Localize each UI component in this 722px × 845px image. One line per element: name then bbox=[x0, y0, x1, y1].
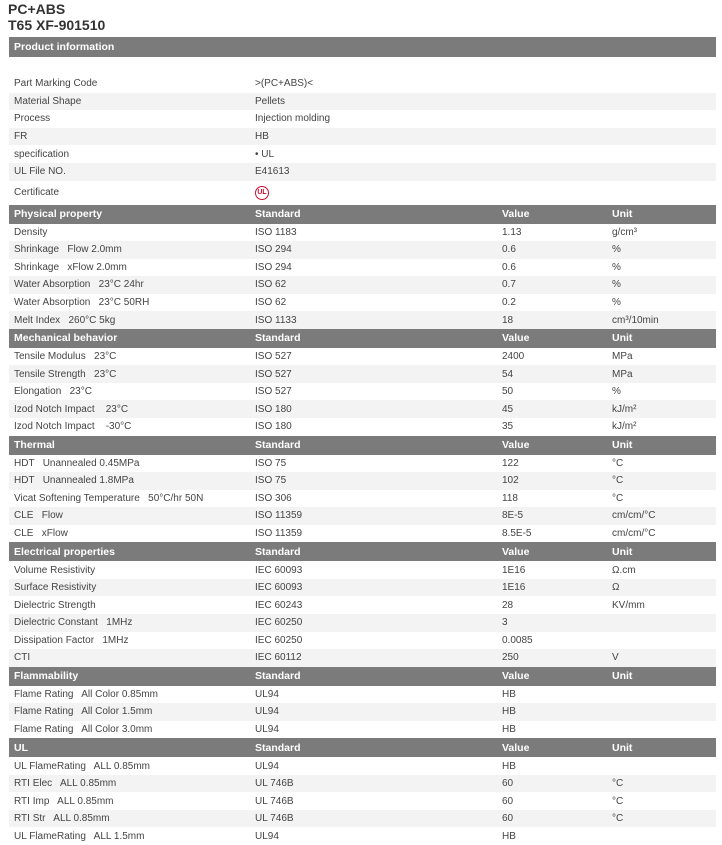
info-label: Material Shape bbox=[14, 95, 82, 107]
standard-cell: IEC 60093 bbox=[255, 564, 303, 576]
property-name: Izod Notch Impact -30°C bbox=[14, 421, 132, 433]
property-name: Izod Notch Impact 23°C bbox=[14, 403, 129, 415]
property-name: Dielectric Strength bbox=[14, 599, 96, 611]
unit-cell: MPa bbox=[612, 368, 633, 380]
info-value: E41613 bbox=[255, 166, 290, 178]
value-cell: 45 bbox=[502, 403, 514, 415]
standard-cell: ISO 11359 bbox=[255, 528, 303, 540]
table-row bbox=[9, 775, 716, 793]
value-cell: HB bbox=[502, 830, 516, 842]
standard-cell: IEC 60250 bbox=[255, 617, 303, 629]
unit-cell: % bbox=[612, 386, 621, 398]
col-value-header: Value bbox=[502, 545, 530, 558]
info-row bbox=[9, 110, 716, 128]
section-heading: Flammability bbox=[14, 670, 79, 683]
standard-cell: IEC 60243 bbox=[255, 599, 303, 611]
col-value-header: Value bbox=[502, 332, 530, 345]
standard-cell: ISO 527 bbox=[255, 386, 292, 398]
standard-cell: ISO 527 bbox=[255, 351, 292, 363]
col-standard-header: Standard bbox=[255, 545, 301, 558]
unit-cell: % bbox=[612, 297, 621, 309]
unit-cell: cm³/10min bbox=[612, 314, 659, 326]
table-row bbox=[9, 348, 716, 366]
certificate-label: Certificate bbox=[14, 187, 60, 199]
section-heading: Thermal bbox=[14, 439, 55, 452]
value-cell: 60 bbox=[502, 778, 514, 790]
info-row bbox=[9, 93, 716, 111]
property-name: Surface Resistivity bbox=[14, 582, 97, 594]
table-row bbox=[9, 686, 716, 704]
value-cell: HB bbox=[502, 688, 516, 700]
unit-cell: °C bbox=[612, 813, 624, 825]
table-row bbox=[9, 455, 716, 473]
value-cell: 0.2 bbox=[502, 297, 516, 309]
table-row bbox=[9, 472, 716, 490]
table-row bbox=[9, 241, 716, 259]
value-cell: 0.0085 bbox=[502, 634, 533, 646]
property-name: Dielectric Constant 1MHz bbox=[14, 617, 133, 629]
section-header bbox=[9, 329, 716, 348]
table-row bbox=[9, 418, 716, 436]
value-cell: HB bbox=[502, 723, 516, 735]
unit-cell: kJ/m² bbox=[612, 403, 637, 415]
value-cell: 2400 bbox=[502, 351, 525, 363]
property-name: Flame Rating All Color 3.0mm bbox=[14, 723, 153, 735]
unit-cell: °C bbox=[612, 457, 624, 469]
standard-cell: ISO 306 bbox=[255, 492, 292, 504]
section-heading: Physical property bbox=[14, 208, 103, 221]
unit-cell: KV/mm bbox=[612, 599, 645, 611]
product-info-table bbox=[9, 75, 716, 205]
standard-cell: UL 746B bbox=[255, 795, 294, 807]
standard-cell: UL94 bbox=[255, 830, 279, 842]
property-name: Volume Resistivity bbox=[14, 564, 96, 576]
table-row bbox=[9, 561, 716, 579]
standard-cell: ISO 62 bbox=[255, 279, 287, 291]
info-label: specification bbox=[14, 148, 70, 160]
certificate-row bbox=[9, 181, 716, 205]
value-cell: 3 bbox=[502, 617, 508, 629]
section-heading: UL bbox=[14, 741, 28, 754]
property-name: UL FlameRating ALL 0.85mm bbox=[14, 760, 150, 772]
value-cell: 50 bbox=[502, 386, 514, 398]
info-value: Pellets bbox=[255, 95, 286, 107]
certificate-value bbox=[250, 186, 269, 200]
value-cell: 250 bbox=[502, 652, 519, 664]
col-unit-header: Unit bbox=[612, 208, 633, 221]
col-value-header: Value bbox=[502, 670, 530, 683]
unit-cell: V bbox=[612, 652, 619, 664]
unit-cell: % bbox=[612, 244, 621, 256]
value-cell: 1E16 bbox=[502, 564, 526, 576]
col-unit-header: Unit bbox=[612, 545, 633, 558]
unit-cell: Ω bbox=[612, 582, 620, 594]
col-unit-header: Unit bbox=[612, 741, 633, 754]
table-row bbox=[9, 649, 716, 667]
table-row bbox=[9, 632, 716, 650]
property-name: Water Absorption 23°C 24hr bbox=[14, 279, 144, 291]
property-name: Dissipation Factor 1MHz bbox=[14, 634, 129, 646]
property-name: HDT Unannealed 1.8MPa bbox=[14, 475, 134, 487]
table-row bbox=[9, 596, 716, 614]
standard-cell: UL94 bbox=[255, 723, 279, 735]
info-label: Process bbox=[14, 113, 51, 125]
col-standard-header: Standard bbox=[255, 439, 301, 452]
table-row bbox=[9, 525, 716, 543]
property-name: CLE Flow bbox=[14, 510, 63, 522]
property-name: RTI Str ALL 0.85mm bbox=[14, 813, 110, 825]
table-row bbox=[9, 703, 716, 721]
value-cell: 0.7 bbox=[502, 279, 516, 291]
value-cell: HB bbox=[502, 706, 516, 718]
value-cell: 122 bbox=[502, 457, 519, 469]
value-cell: 1.13 bbox=[502, 226, 522, 238]
standard-cell: UL 746B bbox=[255, 778, 294, 790]
property-name: UL FlameRating ALL 1.5mm bbox=[14, 830, 145, 842]
unit-cell: Ω.cm bbox=[612, 564, 636, 576]
unit-cell: °C bbox=[612, 492, 624, 504]
value-cell: 118 bbox=[502, 492, 518, 504]
standard-cell: UL94 bbox=[255, 706, 279, 718]
standard-cell: ISO 527 bbox=[255, 368, 292, 380]
info-value: HB bbox=[255, 131, 269, 143]
standard-cell: ISO 294 bbox=[255, 244, 292, 256]
unit-cell: cm/cm/°C bbox=[612, 528, 656, 540]
value-cell: 1E16 bbox=[502, 582, 526, 594]
info-value: • UL bbox=[255, 148, 275, 160]
standard-cell: ISO 75 bbox=[255, 475, 287, 487]
value-cell: 0.6 bbox=[502, 261, 516, 273]
info-label: Part Marking Code bbox=[14, 78, 98, 90]
info-value: Injection molding bbox=[255, 113, 331, 125]
property-name: Tensile Modulus 23°C bbox=[14, 351, 117, 363]
col-value-header: Value bbox=[502, 741, 530, 754]
col-unit-header: Unit bbox=[612, 670, 633, 683]
info-row bbox=[9, 163, 716, 181]
table-row bbox=[9, 224, 716, 242]
product-title-line1: PC+ABS bbox=[8, 1, 66, 17]
info-label: FR bbox=[14, 131, 28, 143]
col-standard-header: Standard bbox=[255, 332, 301, 345]
property-name: Tensile Strength 23°C bbox=[14, 368, 117, 380]
value-cell: 60 bbox=[502, 795, 514, 807]
col-standard-header: Standard bbox=[255, 670, 301, 683]
property-name: Shrinkage xFlow 2.0mm bbox=[14, 261, 127, 273]
table-row bbox=[9, 507, 716, 525]
product-info-heading: Product information bbox=[14, 41, 115, 53]
standard-cell: UL 746B bbox=[255, 813, 294, 825]
value-cell: 54 bbox=[502, 368, 514, 380]
property-sections bbox=[9, 205, 716, 845]
standard-cell: IEC 60112 bbox=[255, 652, 302, 664]
table-row bbox=[9, 792, 716, 810]
unit-cell: °C bbox=[612, 475, 624, 487]
product-title bbox=[0, 0, 722, 37]
table-row bbox=[9, 721, 716, 739]
standard-cell: UL94 bbox=[255, 688, 279, 700]
property-name: Density bbox=[14, 226, 48, 238]
property-name: Flame Rating All Color 0.85mm bbox=[14, 688, 158, 700]
table-row bbox=[9, 490, 716, 508]
section-header bbox=[9, 542, 716, 561]
ul-certification-logo: UL bbox=[255, 186, 269, 200]
section-header bbox=[9, 205, 716, 224]
table-row bbox=[9, 827, 716, 845]
info-label: UL File NO. bbox=[14, 166, 66, 178]
info-row bbox=[9, 145, 716, 163]
unit-cell: °C bbox=[612, 795, 624, 807]
section-heading: Mechanical behavior bbox=[14, 332, 118, 345]
col-unit-header: Unit bbox=[612, 439, 633, 452]
section-header bbox=[9, 667, 716, 686]
property-name: HDT Unannealed 0.45MPa bbox=[14, 457, 140, 469]
info-row bbox=[9, 75, 716, 93]
table-row bbox=[9, 579, 716, 597]
standard-cell: UL94 bbox=[255, 760, 279, 772]
value-cell: 8.5E-5 bbox=[502, 528, 532, 540]
property-name: CLE xFlow bbox=[14, 528, 68, 540]
unit-cell: g/cm³ bbox=[612, 226, 637, 238]
standard-cell: ISO 180 bbox=[255, 403, 292, 415]
table-row bbox=[9, 276, 716, 294]
standard-cell: IEC 60250 bbox=[255, 634, 303, 646]
table-row bbox=[9, 365, 716, 383]
unit-cell: MPa bbox=[612, 351, 633, 363]
value-cell: 102 bbox=[502, 475, 519, 487]
table-row bbox=[9, 400, 716, 418]
table-row bbox=[9, 810, 716, 828]
table-row bbox=[9, 294, 716, 312]
col-standard-header: Standard bbox=[255, 208, 301, 221]
property-name: Shrinkage Flow 2.0mm bbox=[14, 244, 122, 256]
value-cell: 60 bbox=[502, 813, 514, 825]
info-value: >(PC+ABS)< bbox=[255, 78, 314, 90]
standard-cell: ISO 294 bbox=[255, 261, 292, 273]
unit-cell: % bbox=[612, 279, 621, 291]
value-cell: 28 bbox=[502, 599, 514, 611]
property-name: Melt Index 260°C 5kg bbox=[14, 314, 116, 326]
value-cell: 18 bbox=[502, 314, 514, 326]
standard-cell: ISO 75 bbox=[255, 457, 287, 469]
standard-cell: ISO 180 bbox=[255, 421, 292, 433]
standard-cell: ISO 1133 bbox=[255, 314, 297, 326]
unit-cell: cm/cm/°C bbox=[612, 510, 656, 522]
property-name: RTI Elec ALL 0.85mm bbox=[14, 778, 117, 790]
table-row bbox=[9, 757, 716, 775]
unit-cell: % bbox=[612, 261, 621, 273]
col-value-header: Value bbox=[502, 439, 530, 452]
table-row bbox=[9, 383, 716, 401]
col-value-header: Value bbox=[502, 208, 530, 221]
spacer bbox=[9, 57, 716, 75]
table-row bbox=[9, 311, 716, 329]
property-name: Water Absorption 23°C 50RH bbox=[14, 297, 150, 309]
info-row bbox=[9, 128, 716, 146]
property-name: CTI bbox=[14, 652, 31, 664]
value-cell: HB bbox=[502, 760, 516, 772]
value-cell: 35 bbox=[502, 421, 514, 433]
col-standard-header: Standard bbox=[255, 741, 301, 754]
standard-cell: IEC 60093 bbox=[255, 582, 303, 594]
table-row bbox=[9, 614, 716, 632]
table-row bbox=[9, 259, 716, 277]
datasheet bbox=[9, 37, 716, 845]
value-cell: 8E-5 bbox=[502, 510, 524, 522]
col-unit-header: Unit bbox=[612, 332, 633, 345]
property-name: Flame Rating All Color 1.5mm bbox=[14, 706, 153, 718]
standard-cell: ISO 1183 bbox=[255, 226, 297, 238]
unit-cell: kJ/m² bbox=[612, 421, 637, 433]
property-name: RTI Imp ALL 0.85mm bbox=[14, 795, 114, 807]
property-name: Vicat Softening Temperature 50°C/hr 50N bbox=[14, 492, 204, 504]
product-title-line2: T65 XF-901510 bbox=[8, 17, 106, 33]
product-info-header bbox=[9, 37, 716, 57]
value-cell: 0.6 bbox=[502, 244, 516, 256]
standard-cell: ISO 11359 bbox=[255, 510, 303, 522]
unit-cell: °C bbox=[612, 778, 624, 790]
section-header bbox=[9, 436, 716, 455]
section-header bbox=[9, 738, 716, 757]
standard-cell: ISO 62 bbox=[255, 297, 287, 309]
property-name: Elongation 23°C bbox=[14, 386, 92, 398]
section-heading: Electrical properties bbox=[14, 545, 115, 558]
